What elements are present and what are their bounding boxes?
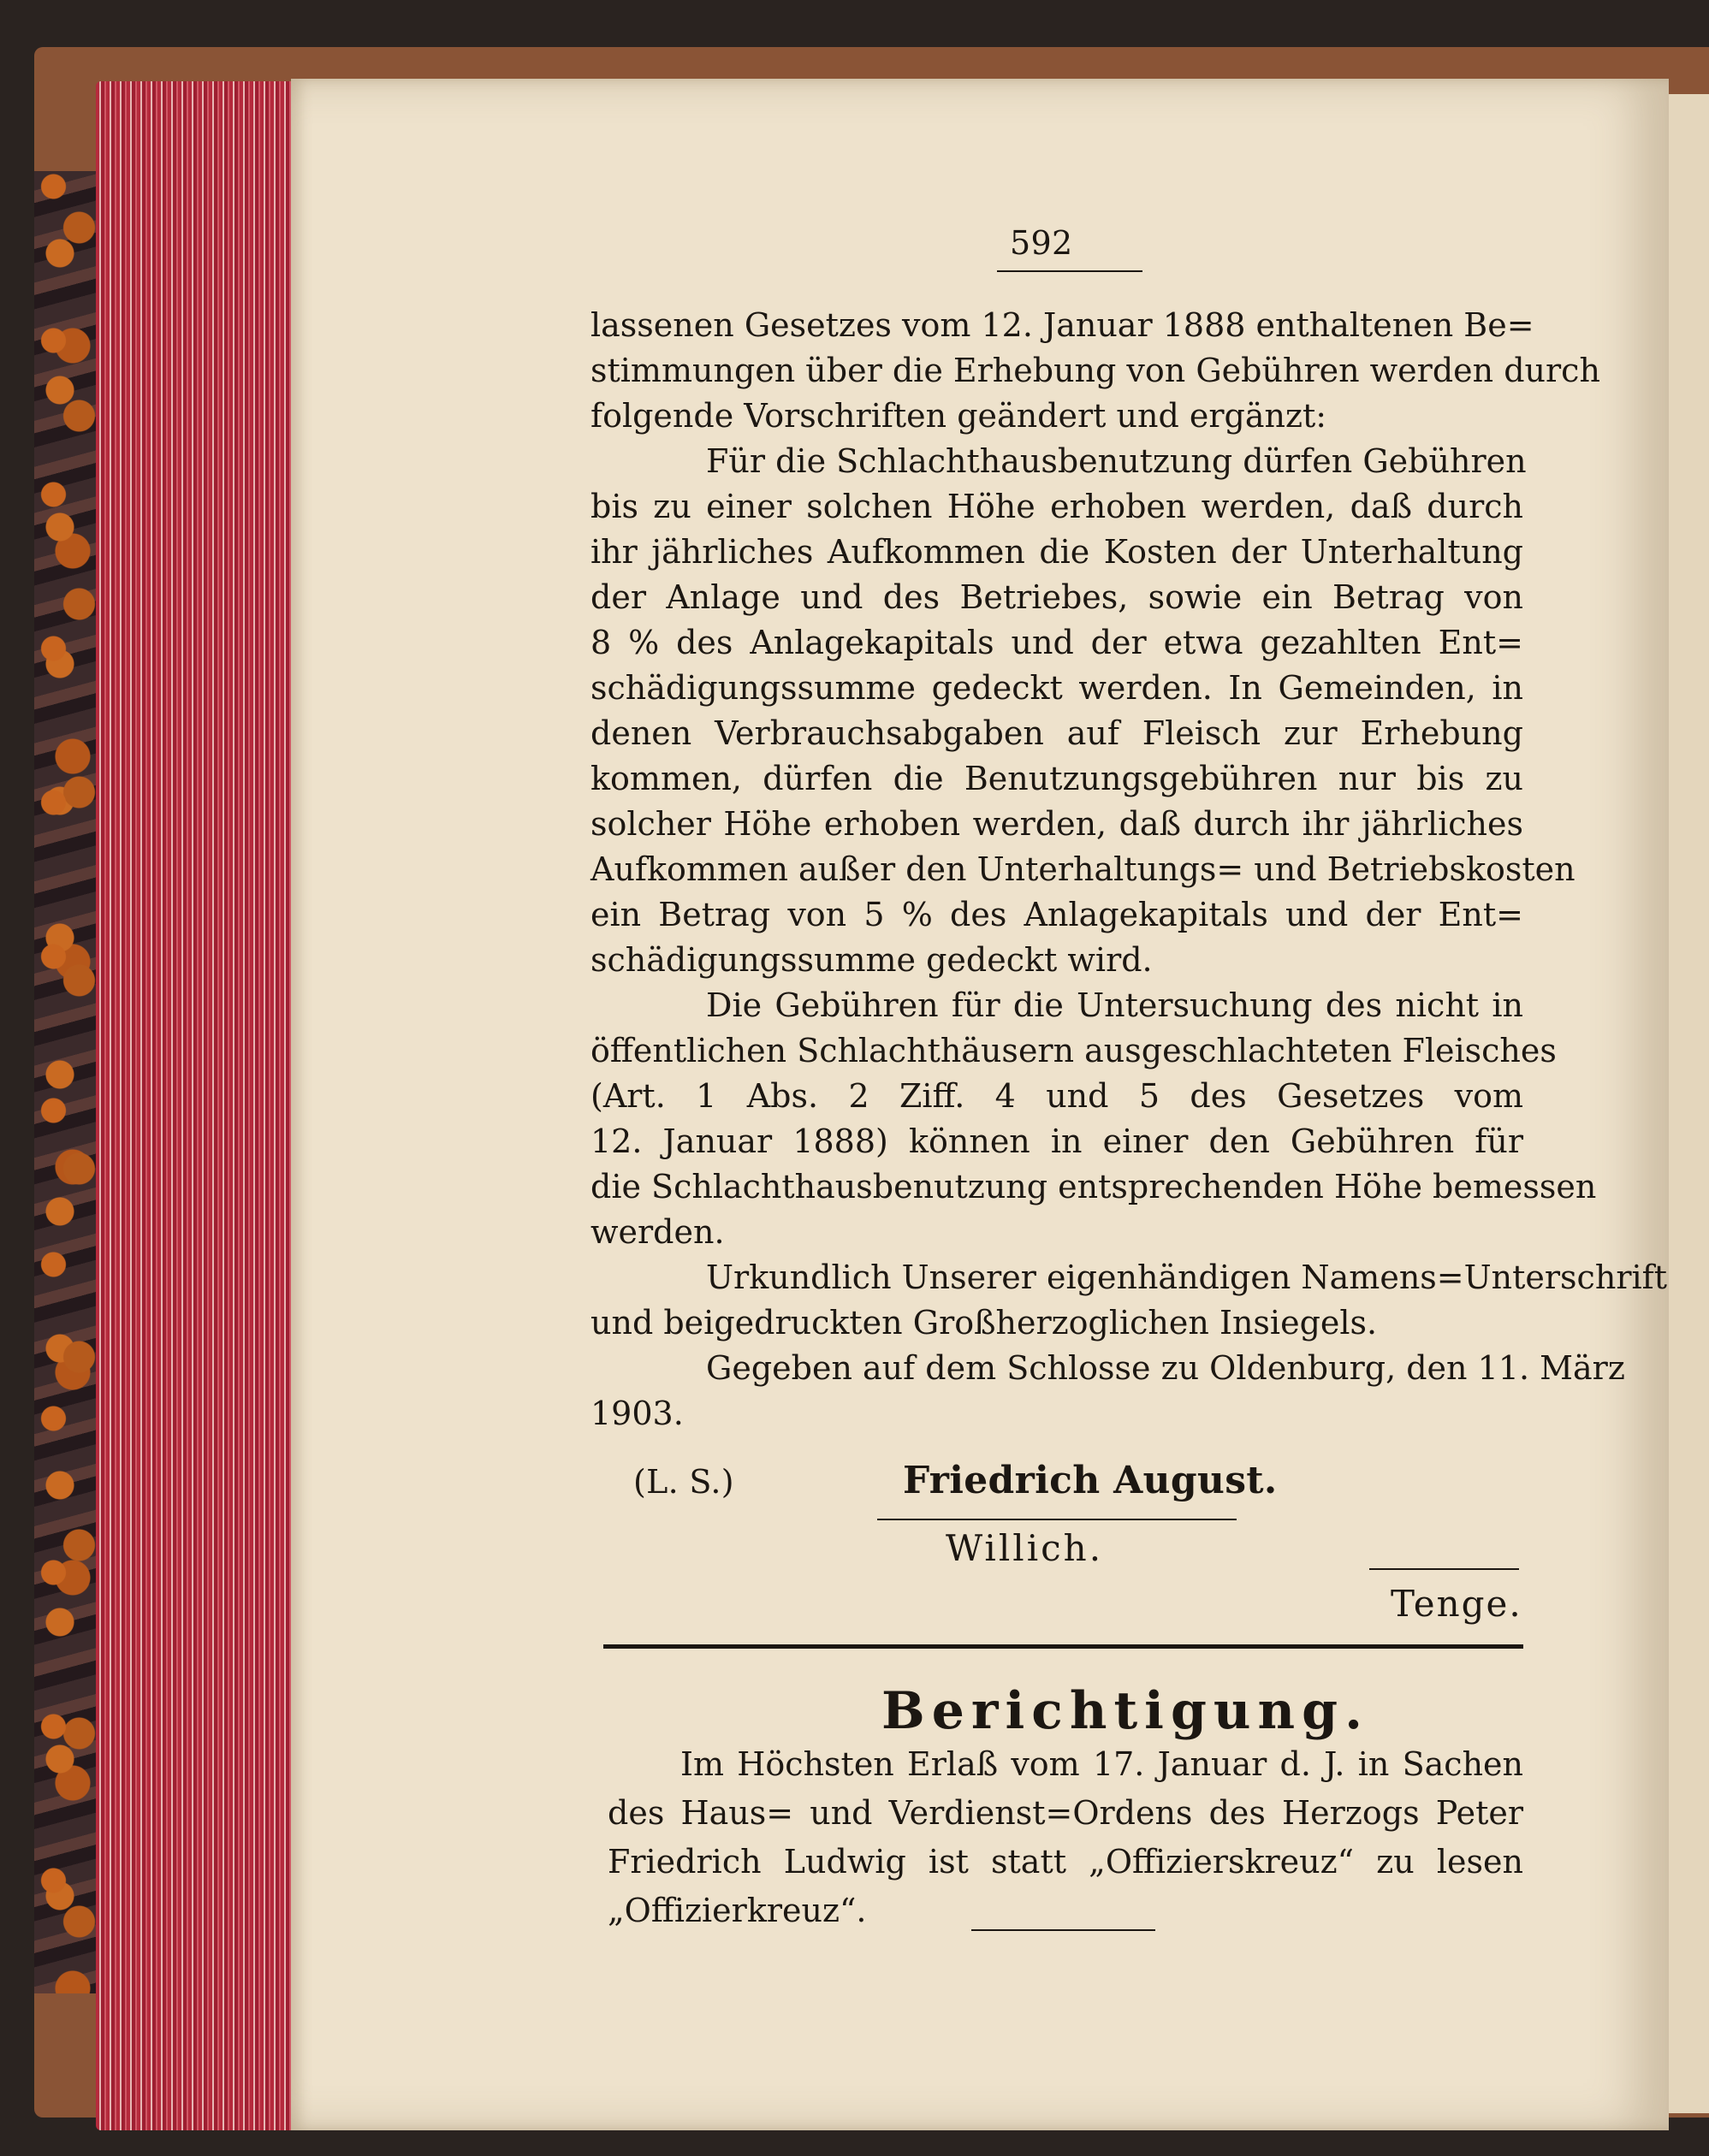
page-edges [96, 81, 301, 2130]
text-line: ihr jährliches Aufkommen die Kosten der Unterhaltung [590, 533, 1523, 571]
section-divider [603, 1644, 1523, 1649]
text-line: Aufkommen außer den Unterhaltungs= und Betriebskosten [590, 850, 1575, 888]
text-line: des Haus= und Verdienst=Ordens des Herzogs Peter [608, 1794, 1523, 1832]
text-line: Gegeben auf dem Schlosse zu Oldenburg, den 11. März [706, 1349, 1625, 1387]
page-number-rule [997, 270, 1142, 272]
signature-tenge: Tenge. [1391, 1583, 1522, 1625]
end-rule [971, 1929, 1155, 1931]
text-line: lassenen Gesetzes vom 12. Januar 1888 enthaltenen Be= [590, 306, 1534, 344]
signature-rule [1369, 1568, 1519, 1570]
text-line: schädigungssumme gedeckt wird. [590, 941, 1153, 979]
text-line: öffentlichen Schlachthäusern ausgeschlachteten Fleisches [590, 1032, 1557, 1069]
text-line: ein Betrag von 5 % des Anlagekapitals und der Ent= [590, 896, 1523, 933]
text-line: „Offizierkreuz“. [608, 1892, 867, 1929]
text-line: Die Gebühren für die Untersuchung des nicht in [706, 986, 1523, 1024]
text-line: denen Verbrauchsabgaben auf Fleisch zur Erhebung [590, 714, 1523, 752]
text-line: folgende Vorschriften geändert und ergänzt: [590, 397, 1327, 435]
text-line: Für die Schlachthausbenutzung dürfen Gebühren [706, 442, 1527, 480]
seal-mark: (L. S.) [633, 1463, 734, 1501]
text-line: der Anlage und des Betriebes, sowie ein Betrag von [590, 578, 1523, 616]
text-line: bis zu einer solchen Höhe erhoben werden, daß durch [590, 488, 1523, 525]
facing-page-edge [1667, 94, 1709, 2113]
marbled-spine [34, 171, 98, 1993]
text-line: die Schlachthausbenutzung entsprechenden Höhe bemessen [590, 1168, 1597, 1205]
page-number: 592 [1010, 224, 1073, 262]
signature-willich: Willich. [946, 1527, 1104, 1569]
text-line: Urkundlich Unserer eigenhändigen Namens=Unterschrift [706, 1259, 1667, 1296]
text-line: schädigungssumme gedeckt werden. In Gemeinden, in [590, 669, 1523, 707]
text-line: werden. [590, 1213, 725, 1251]
text-line: und beigedruckten Großherzoglichen Insiegels. [590, 1304, 1378, 1342]
text-line: Friedrich Ludwig ist statt „Offizierskreuz“ zu lesen [608, 1843, 1523, 1881]
text-line: 8 % des Anlagekapitals und der etwa gezahlten Ent= [590, 624, 1523, 661]
section-heading: Berichtigung. [881, 1681, 1369, 1741]
signature-friedrich-august: Friedrich August. [903, 1459, 1278, 1502]
text-line: 1903. [590, 1395, 684, 1432]
text-line: Im Höchsten Erlaß vom 17. Januar d. J. in Sachen [680, 1745, 1523, 1783]
signature-rule [877, 1519, 1237, 1520]
text-line: solcher Höhe erhoben werden, daß durch ihr jährliches [590, 805, 1523, 843]
text-line: (Art. 1 Abs. 2 Ziff. 4 und 5 des Gesetzes vom [590, 1077, 1523, 1115]
text-line: stimmungen über die Erhebung von Gebühren werden durch [590, 352, 1600, 389]
text-line: 12. Januar 1888) können in einer den Gebühren für [590, 1122, 1523, 1160]
text-line: kommen, dürfen die Benutzungsgebühren nur bis zu [590, 760, 1523, 797]
